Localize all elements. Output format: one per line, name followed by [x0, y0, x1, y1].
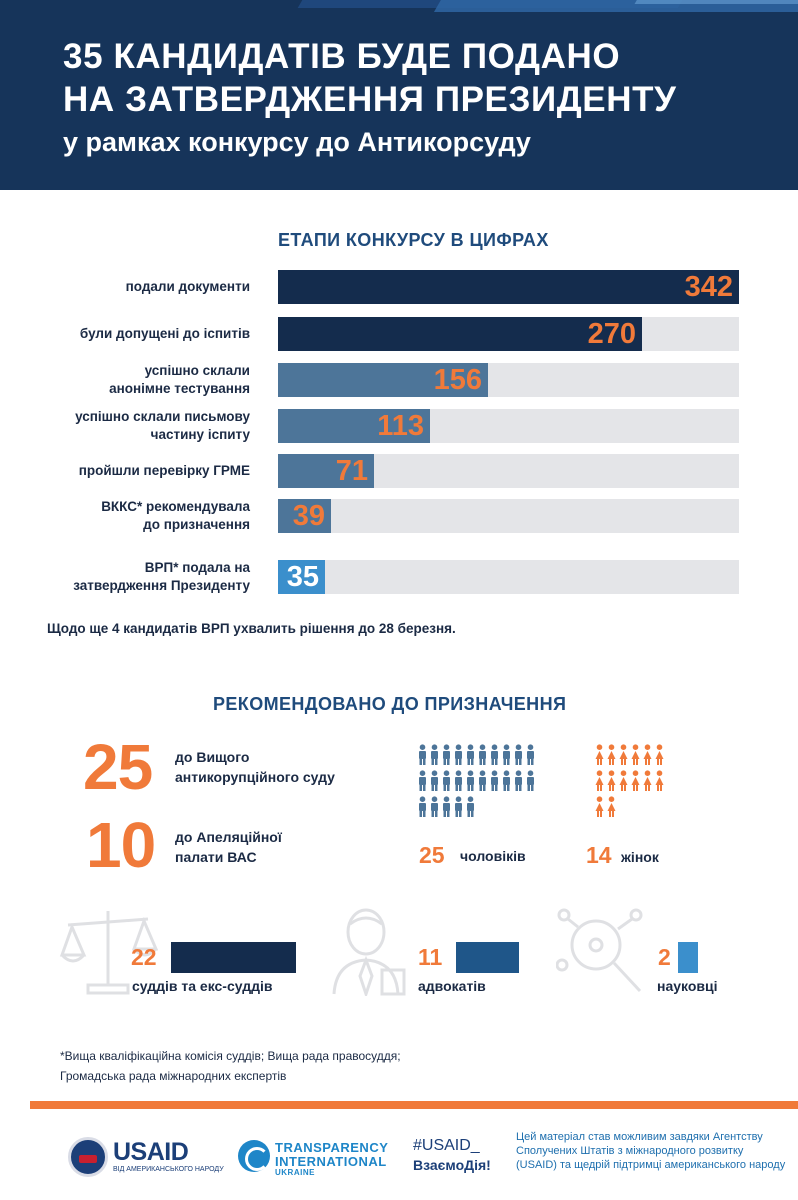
- stage-bar-value: 71: [335, 455, 368, 487]
- man-icon: [489, 770, 500, 792]
- scientists-label: науковці: [657, 978, 718, 994]
- lawyers-count: 11: [418, 944, 443, 970]
- footnote-line: Громадська рада міжнародних експертів: [60, 1069, 287, 1083]
- stage-label-line: були допущені до іспитів: [79, 326, 250, 341]
- stage-bar-track: [278, 317, 739, 351]
- man-icon: [441, 796, 452, 818]
- man-icon: [417, 770, 428, 792]
- stage-bar-value: 113: [377, 410, 424, 442]
- woman-icon: [618, 770, 629, 792]
- stages-note: Щодо ще 4 кандидатів ВРП ухвалить рішення до 28 березня.: [47, 621, 456, 636]
- woman-icon: [594, 796, 605, 818]
- lawyers-bar: [456, 942, 519, 973]
- woman-icon: [654, 744, 665, 766]
- woman-icon: [654, 770, 665, 792]
- men-count: 25: [419, 842, 445, 868]
- usaid-logo: USAID: [113, 1138, 189, 1166]
- man-icon: [513, 770, 524, 792]
- stage-bar-track: [278, 499, 739, 533]
- woman-icon: [606, 796, 617, 818]
- court-count-appeal: 10: [86, 809, 156, 881]
- ti-logo-line3: UKRAINE: [275, 1168, 315, 1177]
- footnote-line: *Вища кваліфікаційна комісія суддів; Вища рада правосуддя;: [60, 1049, 401, 1063]
- stage-bar-track: [278, 560, 739, 594]
- judges-bar: [171, 942, 296, 973]
- stage-bar-fill: [278, 454, 374, 488]
- stage-bar-track: [278, 409, 739, 443]
- woman-icon: [630, 744, 641, 766]
- recommended-title: РЕКОМЕНДОВАНО ДО ПРИЗНАЧЕННЯ: [213, 694, 567, 714]
- man-icon: [477, 744, 488, 766]
- stage-bar-value: 35: [286, 561, 319, 593]
- man-icon: [429, 796, 440, 818]
- stage-bar-fill: [278, 560, 325, 594]
- man-icon: [501, 770, 512, 792]
- man-icon: [453, 796, 464, 818]
- man-icon: [513, 744, 524, 766]
- man-icon: [441, 770, 452, 792]
- stage-label: [109, 362, 250, 398]
- page-title-line1: 35 КАНДИДАТІВ БУДЕ ПОДАНО: [63, 37, 621, 76]
- women-icons-grid: [594, 744, 672, 822]
- women-count: 14: [586, 842, 612, 868]
- stage-bar-track: [278, 363, 739, 397]
- stage-label: [75, 408, 250, 444]
- page-title-line2: НА ЗАТВЕРДЖЕННЯ ПРЕЗИДЕНТУ: [63, 80, 677, 119]
- court-label-line: палати ВАС: [175, 849, 257, 865]
- stage-label-line: затвердження Президенту: [73, 578, 250, 593]
- man-icon: [429, 770, 440, 792]
- stage-label-line: анонімне тестування: [109, 381, 250, 396]
- man-icon: [477, 770, 488, 792]
- usaid-seal-icon: [68, 1137, 108, 1177]
- disclaimer-text: Цей матеріал став можливим завдяки Агентству Сполучених Штатів з міжнародного розвитку (USAID) та щедрій підтримці американського народу: [516, 1131, 786, 1171]
- woman-icon: [594, 770, 605, 792]
- court-count-vaks: 25: [83, 731, 153, 803]
- ti-logo-icon: [238, 1140, 270, 1172]
- man-icon: [441, 744, 452, 766]
- stage-bar-track: [278, 454, 739, 488]
- scientists-count: 2: [658, 944, 671, 970]
- scientists-bar: [678, 942, 698, 973]
- stage-label: [80, 325, 250, 343]
- footnote: [60, 1046, 401, 1086]
- man-icon: [465, 744, 476, 766]
- man-icon: [465, 770, 476, 792]
- stage-bar-fill: [278, 499, 331, 533]
- woman-icon: [606, 744, 617, 766]
- stage-bar-value: 39: [292, 500, 325, 532]
- woman-icon: [630, 770, 641, 792]
- usaid-tagline: ВІД АМЕРИКАНСЬКОГО НАРОДУ: [113, 1166, 224, 1173]
- lawyers-label: адвокатів: [418, 978, 486, 994]
- men-icons-grid: [417, 744, 537, 822]
- judges-label: суддів та екс-суддів: [132, 978, 273, 994]
- court-label-line: антикорупційного суду: [175, 769, 335, 785]
- man-icon: [417, 744, 428, 766]
- man-icon: [489, 744, 500, 766]
- stage-label: [101, 498, 250, 534]
- stage-bar-value: 270: [587, 318, 636, 350]
- stage-label-line: пройшли перевірку ГРМЕ: [78, 463, 250, 478]
- stage-label-line: подали документи: [125, 279, 250, 294]
- man-icon: [453, 744, 464, 766]
- stage-bar-fill: [278, 409, 430, 443]
- stage-bar-fill: [278, 317, 642, 351]
- ti-logo-line2: INTERNATIONAL: [275, 1154, 387, 1169]
- stage-bar-fill: [278, 363, 488, 397]
- woman-icon: [618, 744, 629, 766]
- stage-bar-value: 156: [433, 364, 482, 396]
- decor-stripe: [635, 0, 798, 4]
- ti-logo-line1: TRANSPARENCY: [275, 1140, 389, 1155]
- lawyer-icon: [330, 906, 412, 996]
- stage-label-line: частину іспиту: [150, 427, 250, 442]
- man-icon: [417, 796, 428, 818]
- stage-bar-fill: [278, 270, 739, 304]
- magnifier-molecule-icon: [556, 905, 648, 997]
- stage-label: [126, 278, 250, 296]
- stage-bar-track: [278, 270, 739, 304]
- men-label: чоловіків: [460, 848, 526, 864]
- man-icon: [525, 744, 536, 766]
- man-icon: [501, 744, 512, 766]
- man-icon: [465, 796, 476, 818]
- stage-label-line: ВККС* рекомендувала: [101, 499, 250, 514]
- divider-line: [30, 1101, 798, 1109]
- hashtag-line1: #USAID_: [413, 1137, 480, 1154]
- court-label-line: до Вищого: [175, 749, 250, 765]
- stage-label-line: успішно склали: [144, 363, 250, 378]
- stage-label: [73, 559, 250, 595]
- man-icon: [525, 770, 536, 792]
- court-label-vaks: [175, 747, 335, 787]
- man-icon: [429, 744, 440, 766]
- woman-icon: [594, 744, 605, 766]
- court-label-line: до Апеляційної: [175, 829, 282, 845]
- woman-icon: [642, 744, 653, 766]
- stage-label-line: успішно склали письмову: [75, 409, 250, 424]
- stage-label-line: до призначення: [143, 517, 250, 532]
- woman-icon: [606, 770, 617, 792]
- women-label: жінок: [621, 849, 659, 865]
- stage-label: [79, 462, 250, 480]
- stage-label-line: ВРП* подала на: [144, 560, 250, 575]
- page-subtitle: у рамках конкурсу до Антикорсуду: [63, 127, 531, 157]
- judges-count: 22: [131, 944, 157, 970]
- hashtag-line2: ВзаємоДія!: [413, 1157, 491, 1173]
- stages-title: ЕТАПИ КОНКУРСУ В ЦИФРАХ: [278, 230, 549, 250]
- court-label-appeal: [175, 827, 282, 867]
- header-banner: [0, 0, 798, 190]
- woman-icon: [642, 770, 653, 792]
- man-icon: [453, 770, 464, 792]
- stage-bar-value: 342: [684, 271, 733, 303]
